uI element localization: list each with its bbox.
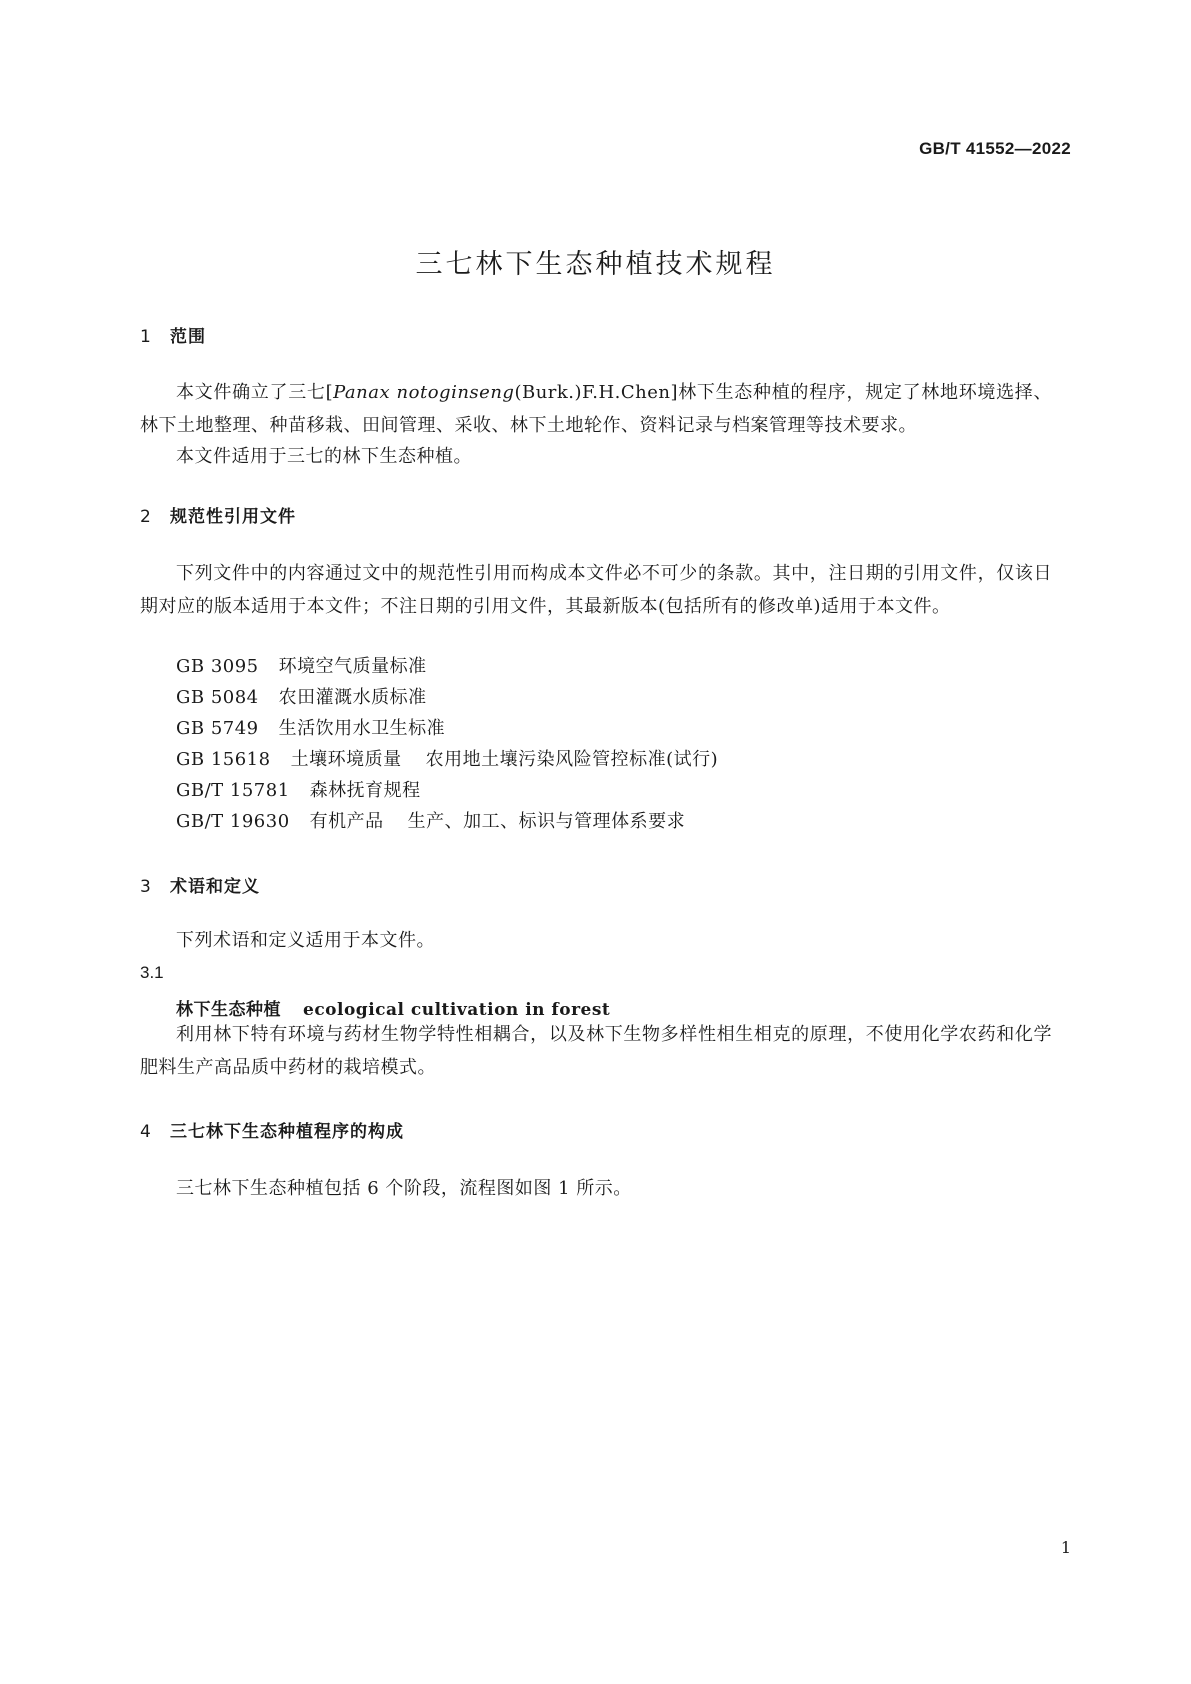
term-number: 3.1	[140, 963, 164, 982]
term-title	[176, 995, 610, 1020]
section-title: 规范性引用文件	[170, 507, 296, 527]
section-heading-scope	[140, 322, 206, 347]
reference-item	[140, 650, 1088, 683]
reference-code: GB/T 19630	[176, 811, 290, 832]
section-number: 1	[140, 327, 152, 347]
references-intro: 下列文件中的内容通过文中的规范性引用而构成本文件必不可少的条款。其中，注日期的引用文件，仅该日期对应的版本适用于本文件；不注日期的引用文件，其最新版本(包括所有的修改单)适用于本文件。	[140, 563, 1052, 617]
reference-code: GB 5084	[176, 687, 259, 708]
reference-item	[140, 681, 1088, 714]
reference-code: GB 15618	[176, 749, 271, 770]
reference-subtitle: 生产、加工、标识与管理体系要求	[407, 811, 686, 832]
reference-code: GB 5749	[176, 718, 259, 739]
reference-title: 土壤环境质量	[290, 749, 402, 770]
terms-intro: 下列术语和定义适用于本文件。	[176, 930, 435, 951]
reference-title: 生活饮用水卫生标准	[278, 718, 446, 739]
term-english: ecological cultivation in forest	[303, 1000, 611, 1020]
section-title: 范围	[170, 327, 206, 347]
term-chinese: 林下生态种植	[176, 1000, 281, 1020]
section-heading-terms	[140, 872, 260, 897]
scope-paragraph-2: 本文件适用于三七的林下生态种植。	[176, 446, 472, 467]
reference-item	[140, 712, 1088, 745]
section-title: 术语和定义	[170, 877, 260, 897]
document-title: 三七林下生态种植技术规程	[415, 249, 776, 280]
section-number: 4	[140, 1122, 152, 1142]
reference-item	[140, 805, 1088, 838]
section-number: 3	[140, 877, 152, 897]
term-definition: 利用林下特有环境与药材生物学特性相耦合，以及林下生物多样性相生相克的原理，不使用化学农药和化学肥料生产高品质中药材的栽培模式。	[140, 1024, 1052, 1078]
standard-code: GB/T 41552—2022	[919, 139, 1071, 158]
reference-item	[140, 774, 1088, 807]
reference-code: GB/T 15781	[176, 780, 290, 801]
reference-title: 有机产品	[309, 811, 384, 832]
reference-title: 环境空气质量标准	[278, 656, 427, 677]
section-heading-normative-references	[140, 502, 296, 527]
reference-subtitle: 农用地土壤污染风险管控标准(试行)	[425, 749, 719, 770]
reference-item	[140, 743, 1088, 776]
scope-paragraph-1: 本文件确立了三七[Panax notoginseng(Burk.)F.H.Chen]林下生态种植的程序，规定了林地环境选择、林下土地整理、种苗移栽、田间管理、采收、林下土地轮作、资料记录与档案管理等技术要求。	[140, 382, 1052, 436]
reference-code: GB 3095	[176, 656, 259, 677]
page-number: 1	[1060, 1538, 1071, 1557]
reference-title: 森林抚育规程	[309, 780, 421, 801]
latin-name: Panax notoginseng	[333, 382, 515, 403]
section-number: 2	[140, 507, 152, 527]
section-heading-procedure	[140, 1117, 404, 1142]
section-title: 三七林下生态种植程序的构成	[170, 1122, 404, 1142]
reference-title: 农田灌溉水质标准	[278, 687, 427, 708]
procedure-paragraph: 三七林下生态种植包括 6 个阶段，流程图如图 1 所示。	[176, 1178, 632, 1199]
